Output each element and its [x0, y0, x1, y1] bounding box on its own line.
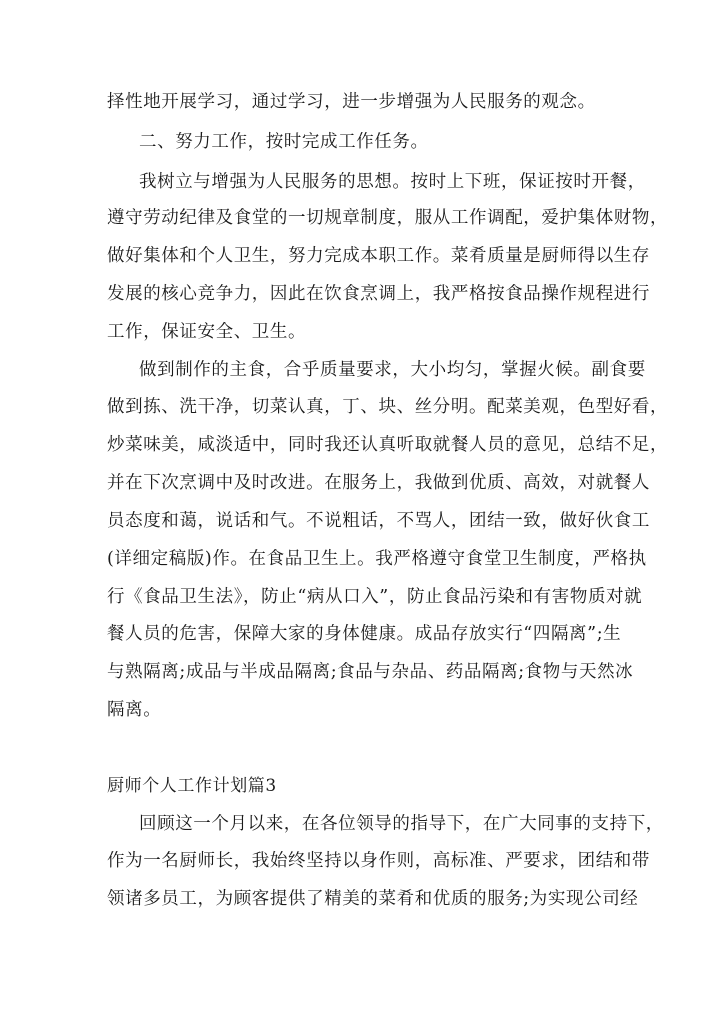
paragraph-line: 并在下次烹调中及时改进。在服务上，我做到优质、高效，对就餐人	[107, 473, 650, 493]
paragraph-line: 炒菜味美，咸淡适中，同时我还认真听取就餐人员的意见，总结不足，	[107, 435, 669, 455]
paragraph-line: 做到制作的主食，合乎质量要求，大小均匀，掌握火候。副食要	[139, 360, 646, 380]
paragraph-line: 员态度和蔼，说话和气。不说粗话，不骂人，团结一致，做好伙食工	[107, 511, 650, 531]
paragraph-line: 做好集体和个人卫生，努力完成本职工作。菜肴质量是厨师得以生存	[107, 246, 650, 266]
paragraph-line: 工作，保证安全、卫生。	[107, 322, 307, 342]
section-heading: 二、努力工作，按时完成工作任务。	[139, 132, 429, 152]
paragraph-line: 我树立与增强为人民服务的思想。按时上下班，保证按时开餐，	[139, 172, 646, 192]
paragraph-line: 行《食品卫生法》，防止“病从口入”，防止食品污染和有害物质对就	[107, 587, 643, 607]
paragraph-line: 与熟隔离;成品与半成品隔离;食品与杂品、药品隔离;食物与天然冰	[107, 662, 634, 682]
paragraph-line: (详细定稿版)作。在食品卫生上。我严格遵守食堂卫生制度，严格执	[107, 549, 647, 569]
paragraph-line: 择性地开展学习，通过学习，进一步增强为人民服务的观念。	[107, 92, 596, 112]
paragraph-line: 遵守劳动纪律及食堂的一切规章制度，服从工作调配，爱护集体财物，	[107, 208, 669, 228]
paragraph-line: 作为一名厨师长，我始终坚持以身作则，高标准、严要求，团结和带	[107, 851, 650, 871]
paragraph-line: 做到拣、洗干净，切菜认真，丁、块、丝分明。配菜美观，色型好看，	[107, 397, 669, 417]
section-title: 厨师个人工作计划篇3	[107, 776, 277, 796]
paragraph-line: 餐人员的危害，保障大家的身体健康。成品存放实行“四隔离”;生	[107, 624, 622, 644]
paragraph-line: 发展的核心竞争力，因此在饮食烹调上，我严格按食品操作规程进行	[107, 284, 650, 304]
paragraph-line: 领诸多员工，为顾客提供了精美的菜肴和优质的服务;为实现公司经	[107, 889, 639, 909]
paragraph-line: 回顾这一个月以来，在各位领导的指导下，在广大同事的支持下，	[139, 814, 664, 834]
paragraph-line: 隔离。	[107, 700, 162, 720]
